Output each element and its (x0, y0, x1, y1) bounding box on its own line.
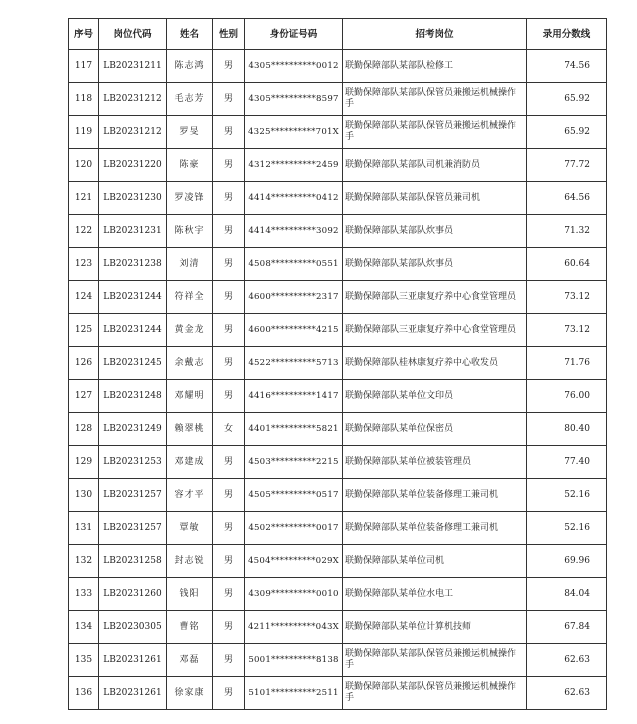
score-cell: 65.92 (527, 116, 607, 149)
position-code-cell: LB20231261 (99, 644, 167, 677)
name-cell: 罗凌锋 (167, 182, 213, 215)
score-cell: 62.63 (527, 644, 607, 677)
position-code-cell: LB20231244 (99, 281, 167, 314)
gender-cell: 男 (213, 83, 245, 116)
position-cell: 联勤保障部队某部队炊事员 (343, 248, 527, 281)
score-cell: 71.32 (527, 215, 607, 248)
gender-cell: 男 (213, 446, 245, 479)
position-cell: 联勤保障部队某单位文印员 (343, 380, 527, 413)
score-cell: 77.72 (527, 149, 607, 182)
seq-cell: 119 (69, 116, 99, 149)
position-code-cell: LB20231231 (99, 215, 167, 248)
name-cell: 毛志芳 (167, 83, 213, 116)
gender-cell: 男 (213, 116, 245, 149)
table-row (69, 215, 607, 248)
name-cell: 覃敏 (167, 512, 213, 545)
position-cell: 联勤保障部队某单位保密员 (343, 413, 527, 446)
score-cell: 80.40 (527, 413, 607, 446)
seq-cell: 123 (69, 248, 99, 281)
header-score: 录用分数线 (527, 19, 607, 50)
position-cell: 联勤保障部队某单位被装管理员 (343, 446, 527, 479)
id-number-cell: 4416**********1417 (245, 380, 343, 413)
table-row (69, 116, 607, 149)
score-cell: 52.16 (527, 479, 607, 512)
table-row (69, 182, 607, 215)
seq-cell: 132 (69, 545, 99, 578)
position-code-cell: LB20231257 (99, 512, 167, 545)
position-cell: 联勤保障部队某单位装备修理工兼司机 (343, 512, 527, 545)
position-cell: 联勤保障部队三亚康复疗养中心食堂管理员 (343, 314, 527, 347)
table-header-row (69, 19, 607, 50)
id-number-cell: 4600**********2317 (245, 281, 343, 314)
position-code-cell: LB20231253 (99, 446, 167, 479)
id-number-cell: 4309**********0010 (245, 578, 343, 611)
gender-cell: 男 (213, 545, 245, 578)
table-row (69, 83, 607, 116)
table-row (69, 314, 607, 347)
seq-cell: 129 (69, 446, 99, 479)
position-code-cell: LB20231260 (99, 578, 167, 611)
seq-cell: 133 (69, 578, 99, 611)
gender-cell: 男 (213, 50, 245, 83)
position-code-cell: LB20231230 (99, 182, 167, 215)
gender-cell: 男 (213, 512, 245, 545)
position-code-cell: LB20231249 (99, 413, 167, 446)
name-cell: 钱阳 (167, 578, 213, 611)
id-number-cell: 4502**********0017 (245, 512, 343, 545)
table-row (69, 248, 607, 281)
table-row (69, 644, 607, 677)
id-number-cell: 4401**********5821 (245, 413, 343, 446)
header-name: 姓名 (167, 19, 213, 50)
score-cell: 67.84 (527, 611, 607, 644)
gender-cell: 女 (213, 413, 245, 446)
position-cell: 联勤保障部队某部队保管员兼搬运机械操作手 (343, 677, 527, 710)
position-code-cell: LB20231258 (99, 545, 167, 578)
seq-cell: 127 (69, 380, 99, 413)
score-cell: 62.63 (527, 677, 607, 710)
gender-cell: 男 (213, 380, 245, 413)
position-cell: 联勤保障部队某部队炊事员 (343, 215, 527, 248)
name-cell: 徐家康 (167, 677, 213, 710)
table-row (69, 149, 607, 182)
table-row (69, 446, 607, 479)
score-cell: 60.64 (527, 248, 607, 281)
admission-table-sheet (68, 18, 606, 710)
position-code-cell: LB20231261 (99, 677, 167, 710)
id-number-cell: 4503**********2215 (245, 446, 343, 479)
position-cell: 联勤保障部队某单位水电工 (343, 578, 527, 611)
seq-cell: 120 (69, 149, 99, 182)
table-row (69, 380, 607, 413)
seq-cell: 126 (69, 347, 99, 380)
table-row (69, 677, 607, 710)
position-code-cell: LB20231211 (99, 50, 167, 83)
id-number-cell: 4312**********2459 (245, 149, 343, 182)
id-number-cell: 5101**********2511 (245, 677, 343, 710)
position-code-cell: LB20230305 (99, 611, 167, 644)
id-number-cell: 4508**********0551 (245, 248, 343, 281)
table-row (69, 545, 607, 578)
name-cell: 刘清 (167, 248, 213, 281)
score-cell: 74.56 (527, 50, 607, 83)
table-row (69, 479, 607, 512)
position-cell: 联勤保障部队某单位装备修理工兼司机 (343, 479, 527, 512)
position-code-cell: LB20231257 (99, 479, 167, 512)
position-code-cell: LB20231212 (99, 116, 167, 149)
seq-cell: 117 (69, 50, 99, 83)
seq-cell: 130 (69, 479, 99, 512)
name-cell: 余戴志 (167, 347, 213, 380)
gender-cell: 男 (213, 347, 245, 380)
gender-cell: 男 (213, 182, 245, 215)
gender-cell: 男 (213, 149, 245, 182)
id-number-cell: 4414**********3092 (245, 215, 343, 248)
name-cell: 陈秋宇 (167, 215, 213, 248)
position-cell: 联勤保障部队某部队保管员兼搬运机械操作手 (343, 116, 527, 149)
position-code-cell: LB20231245 (99, 347, 167, 380)
score-cell: 73.12 (527, 281, 607, 314)
name-cell: 赖翠桃 (167, 413, 213, 446)
seq-cell: 136 (69, 677, 99, 710)
seq-cell: 121 (69, 182, 99, 215)
header-seq: 序号 (69, 19, 99, 50)
id-number-cell: 4504**********029X (245, 545, 343, 578)
id-number-cell: 4325**********701X (245, 116, 343, 149)
position-cell: 联勤保障部队某单位计算机技师 (343, 611, 527, 644)
table-row (69, 578, 607, 611)
gender-cell: 男 (213, 677, 245, 710)
table-body (69, 50, 607, 710)
name-cell: 陈志鸿 (167, 50, 213, 83)
table-row (69, 347, 607, 380)
position-cell: 联勤保障部队某部队保管员兼司机 (343, 182, 527, 215)
gender-cell: 男 (213, 215, 245, 248)
position-cell: 联勤保障部队某部队保管员兼搬运机械操作手 (343, 644, 527, 677)
name-cell: 邓耀明 (167, 380, 213, 413)
position-cell: 联勤保障部队桂林康复疗养中心收发员 (343, 347, 527, 380)
seq-cell: 122 (69, 215, 99, 248)
gender-cell: 男 (213, 479, 245, 512)
score-cell: 73.12 (527, 314, 607, 347)
seq-cell: 134 (69, 611, 99, 644)
seq-cell: 118 (69, 83, 99, 116)
score-cell: 64.56 (527, 182, 607, 215)
id-number-cell: 4522**********5713 (245, 347, 343, 380)
seq-cell: 135 (69, 644, 99, 677)
seq-cell: 131 (69, 512, 99, 545)
seq-cell: 124 (69, 281, 99, 314)
gender-cell: 男 (213, 644, 245, 677)
gender-cell: 男 (213, 248, 245, 281)
table-row (69, 413, 607, 446)
seq-cell: 128 (69, 413, 99, 446)
score-cell: 76.00 (527, 380, 607, 413)
name-cell: 曹铭 (167, 611, 213, 644)
position-cell: 联勤保障部队某部队保管员兼搬运机械操作手 (343, 83, 527, 116)
header-gender: 性别 (213, 19, 245, 50)
position-code-cell: LB20231238 (99, 248, 167, 281)
name-cell: 符祥全 (167, 281, 213, 314)
header-id-number: 身份证号码 (245, 19, 343, 50)
header-position-code: 岗位代码 (99, 19, 167, 50)
position-cell: 联勤保障部队三亚康复疗养中心食堂管理员 (343, 281, 527, 314)
position-code-cell: LB20231212 (99, 83, 167, 116)
table-row (69, 611, 607, 644)
gender-cell: 男 (213, 578, 245, 611)
score-cell: 84.04 (527, 578, 607, 611)
name-cell: 黄金龙 (167, 314, 213, 347)
id-number-cell: 4505**********0517 (245, 479, 343, 512)
position-cell: 联勤保障部队某单位司机 (343, 545, 527, 578)
score-cell: 52.16 (527, 512, 607, 545)
table-row (69, 512, 607, 545)
admission-table (68, 18, 607, 710)
name-cell: 邓建成 (167, 446, 213, 479)
name-cell: 封志锐 (167, 545, 213, 578)
score-cell: 71.76 (527, 347, 607, 380)
table-row (69, 281, 607, 314)
position-cell: 联勤保障部队某部队司机兼消防员 (343, 149, 527, 182)
name-cell: 邓磊 (167, 644, 213, 677)
position-code-cell: LB20231244 (99, 314, 167, 347)
id-number-cell: 4305**********8597 (245, 83, 343, 116)
id-number-cell: 5001**********8138 (245, 644, 343, 677)
name-cell: 罗旻 (167, 116, 213, 149)
id-number-cell: 4211**********043X (245, 611, 343, 644)
score-cell: 77.40 (527, 446, 607, 479)
position-code-cell: LB20231248 (99, 380, 167, 413)
seq-cell: 125 (69, 314, 99, 347)
table-row (69, 50, 607, 83)
gender-cell: 男 (213, 281, 245, 314)
position-cell: 联勤保障部队某部队检修工 (343, 50, 527, 83)
score-cell: 65.92 (527, 83, 607, 116)
name-cell: 容才平 (167, 479, 213, 512)
id-number-cell: 4414**********0412 (245, 182, 343, 215)
score-cell: 69.96 (527, 545, 607, 578)
position-code-cell: LB20231220 (99, 149, 167, 182)
gender-cell: 男 (213, 611, 245, 644)
id-number-cell: 4305**********0012 (245, 50, 343, 83)
header-position: 招考岗位 (343, 19, 527, 50)
gender-cell: 男 (213, 314, 245, 347)
id-number-cell: 4600**********4215 (245, 314, 343, 347)
name-cell: 陈豪 (167, 149, 213, 182)
